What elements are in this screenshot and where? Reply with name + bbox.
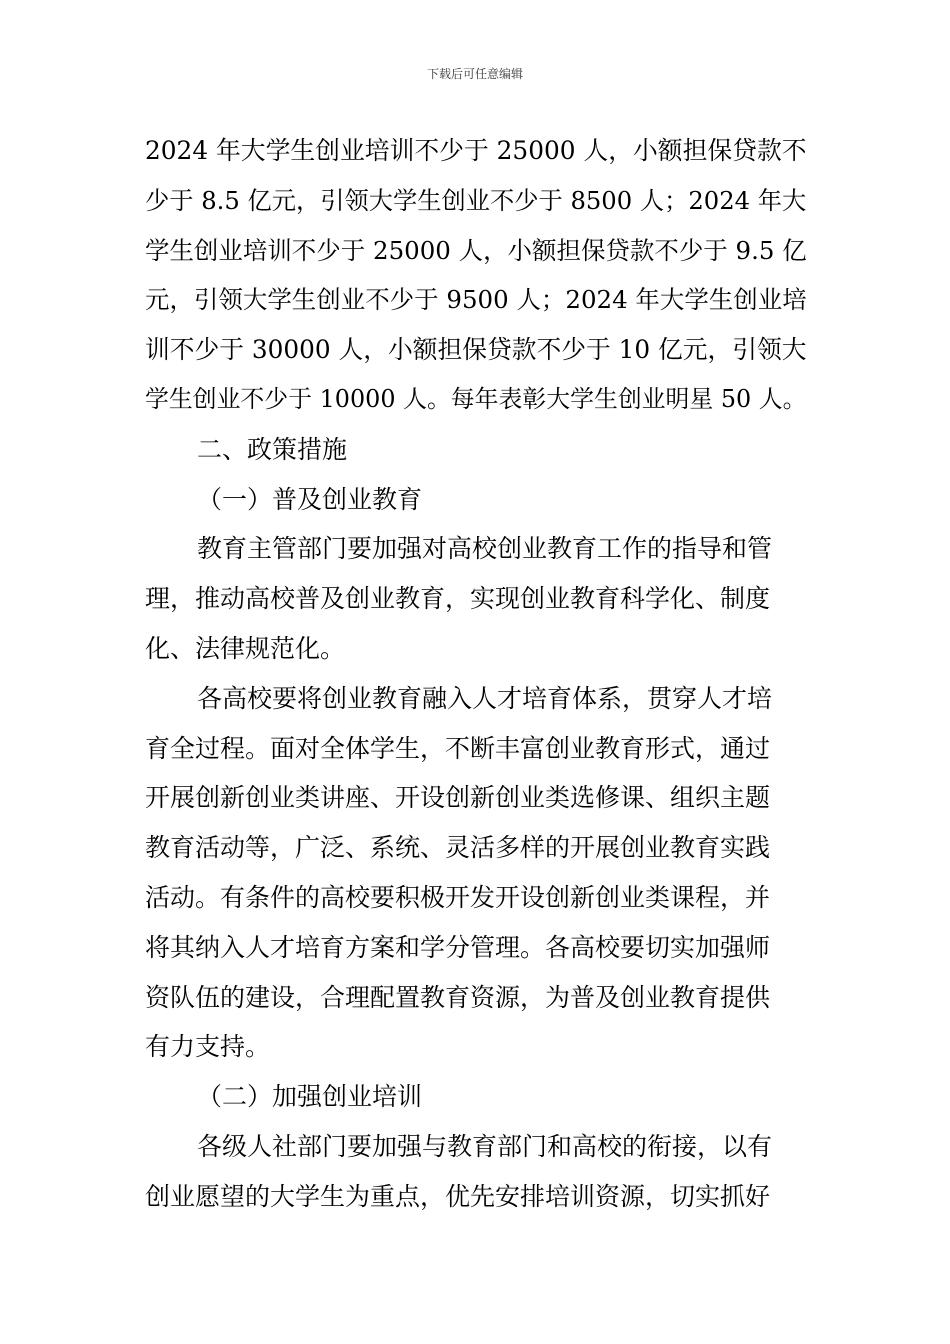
text-line: 学生创业培训不少于 25000 人，小额担保贷款不少于 9.5 亿 xyxy=(145,235,807,265)
text-line: 化、法律规范化。 xyxy=(145,633,346,663)
text-line: 创业愿望的大学生为重点，优先安排培训资源，切实抓好 xyxy=(145,1181,771,1211)
text-line: 训不少于 30000 人，小额担保贷款不少于 10 亿元，引领大 xyxy=(145,335,807,365)
document-body xyxy=(145,126,810,1222)
subsection-heading: （一）普及创业教育 xyxy=(197,484,423,514)
subsection-heading: （二）加强创业培训 xyxy=(197,1082,423,1112)
text-line: 将其纳入人才培育方案和学分管理。各高校要切实加强师 xyxy=(145,932,771,962)
text-line: 各高校要将创业教育融入人才培育体系，贯穿人才培 xyxy=(197,683,773,713)
page-header: 下载后可任意编辑 xyxy=(426,67,523,81)
text-line: 资队伍的建设，合理配置教育资源，为普及创业教育提供 xyxy=(145,982,771,1012)
text-line: 2024 年大学生创业培训不少于 25000 人，小额担保贷款不 xyxy=(145,136,807,165)
text-line: 各级人社部门要加强与教育部门和高校的衔接，以有 xyxy=(197,1131,773,1161)
text-line: 育全过程。面对全体学生，不断丰富创业教育形式，通过 xyxy=(145,733,771,763)
text-line: 教育活动等，广泛、系统、灵活多样的开展创业教育实践 xyxy=(145,833,771,863)
text-line: 活动。有条件的高校要积极开发开设创新创业类课程，并 xyxy=(145,882,771,912)
text-line: 学生创业不少于 10000 人。每年表彰大学生创业明星 50 人。 xyxy=(145,384,807,413)
text-line: 有力支持。 xyxy=(145,1032,271,1062)
text-line: 理，推动高校普及创业教育，实现创业教育科学化、制度 xyxy=(145,584,771,614)
text-line: 开展创新创业类讲座、开设创新创业类选修课、组织主题 xyxy=(145,783,771,813)
text-line: 少于 8.5 亿元，引领大学生创业不少于 8500 人；2024 年大 xyxy=(145,185,807,215)
section-heading: 二、政策措施 xyxy=(197,434,348,464)
text-line: 教育主管部门要加强对高校创业教育工作的指导和管 xyxy=(197,534,773,564)
text-line: 元，引领大学生创业不少于 9500 人；2024 年大学生创业培 xyxy=(145,285,807,315)
